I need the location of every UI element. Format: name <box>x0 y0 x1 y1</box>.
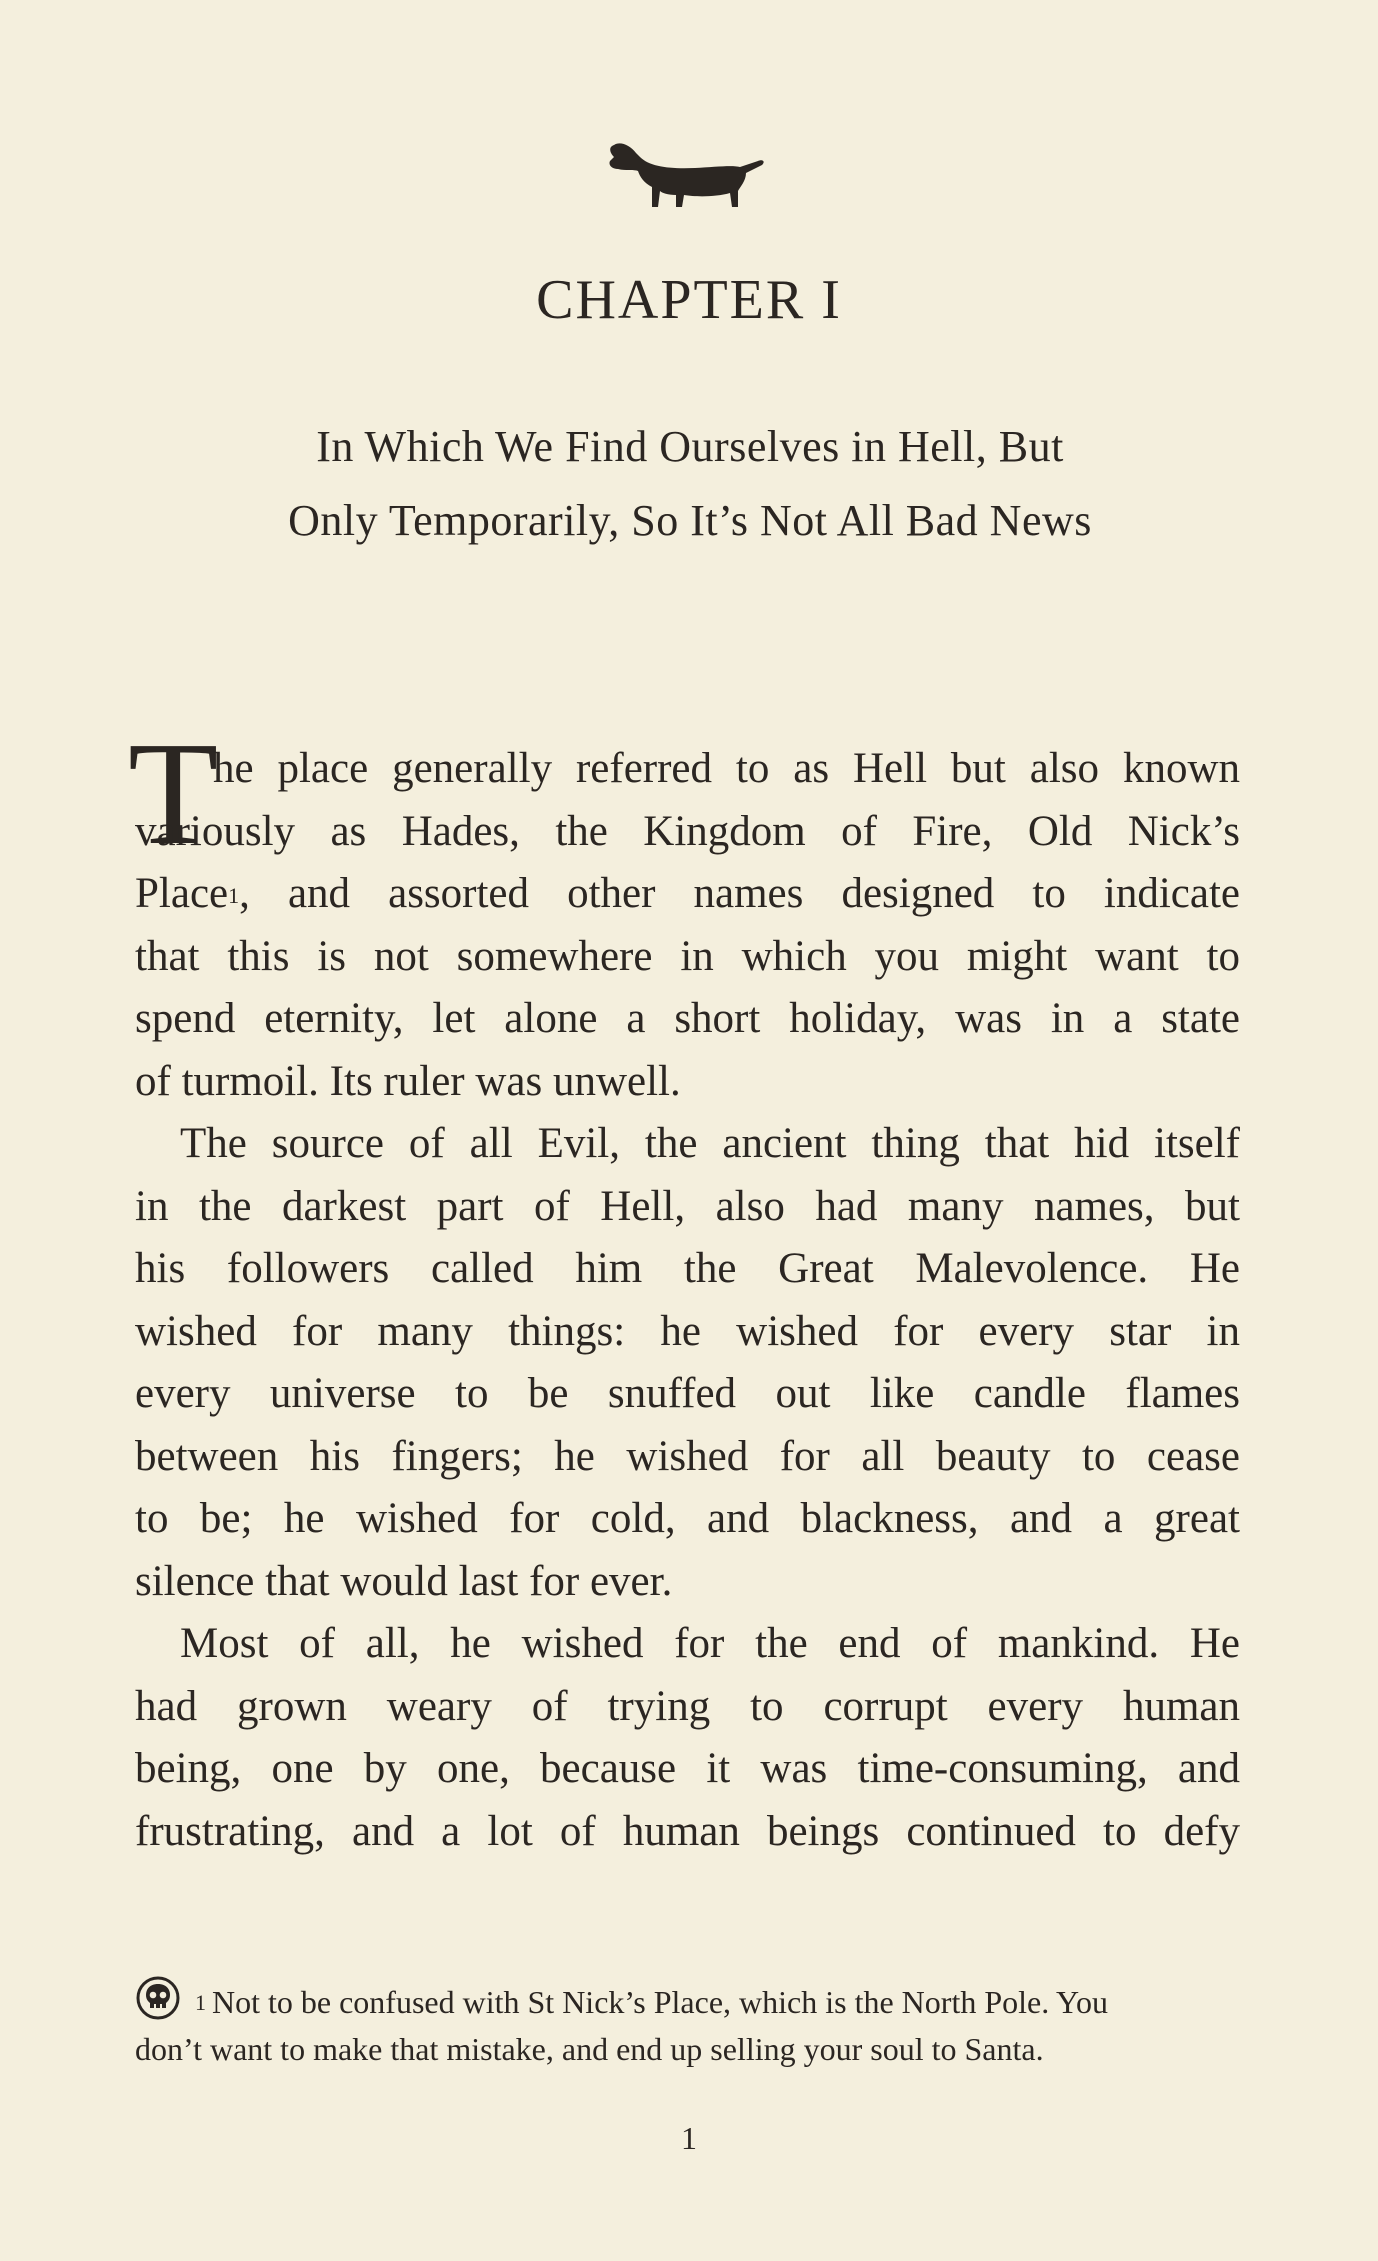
skull-icon <box>135 1975 181 2021</box>
dachshund-icon <box>600 135 770 230</box>
body-line: Most of all, he wished for the end of mankind. He <box>180 1620 1240 1667</box>
body-line: he place generally referred to as Hell but also known <box>213 745 1240 792</box>
footnote-text-1: Not to be confused with St Nick’s Place, which is the North Pole. You <box>212 1984 1108 2020</box>
body-line: had grown weary of trying to corrupt every human <box>135 1682 1240 1730</box>
body-line: to be; he wished for cold, and blackness, and a great <box>135 1495 1240 1542</box>
body-line: silence that would last for ever. <box>135 1557 673 1605</box>
body-line: spend eternity, let alone a short holiday, was in a state <box>135 995 1240 1042</box>
body-line: variously as Hades, the Kingdom of Fire, Old Nick’s <box>135 807 1240 855</box>
body-line-part: , and assorted other names designed to indicate <box>239 870 1240 917</box>
body-line: being, one by one, because it was time-consuming, and <box>135 1745 1240 1792</box>
chapter-number: CHAPTER I <box>536 269 842 331</box>
footnote-line-1 <box>135 1975 1245 2026</box>
footnote <box>135 1975 1245 2073</box>
body-line: every universe to be snuffed out like candle flames <box>135 1370 1240 1417</box>
body-line: in the darkest part of Hell, also had many names, but <box>135 1182 1240 1230</box>
footnote-reference[interactable]: 1 <box>228 883 240 908</box>
body-text <box>135 738 1240 1863</box>
body-line: frustrating, and a lot of human beings continued to defy <box>135 1807 1240 1855</box>
body-line: wished for many things: he wished for every star in <box>135 1307 1240 1355</box>
chapter-title-line-1: In Which We Find Ourselves in Hell, But <box>316 422 1064 471</box>
page-number: 1 <box>681 2120 697 2156</box>
chapter-title <box>140 410 1240 558</box>
body-line <box>135 863 1240 926</box>
body-line: that this is not somewhere in which you might want to <box>135 932 1240 980</box>
footnote-marker: 1 <box>195 1990 206 2015</box>
body-line: between his fingers; he wished for all beauty to cease <box>135 1432 1240 1480</box>
body-line-part: Place <box>135 870 229 917</box>
drop-cap: T <box>128 712 219 876</box>
body-line: of turmoil. Its ruler was unwell. <box>135 1057 681 1105</box>
body-line: his followers called him the Great Malevolence. He <box>135 1245 1240 1292</box>
footnote-text-2: don’t want to make that mistake, and end up selling your soul to Santa. <box>135 2031 1044 2067</box>
body-line: The source of all Evil, the ancient thing that hid itself <box>180 1120 1240 1167</box>
chapter-title-line-2: Only Temporarily, So It’s Not All Bad News <box>288 496 1092 545</box>
